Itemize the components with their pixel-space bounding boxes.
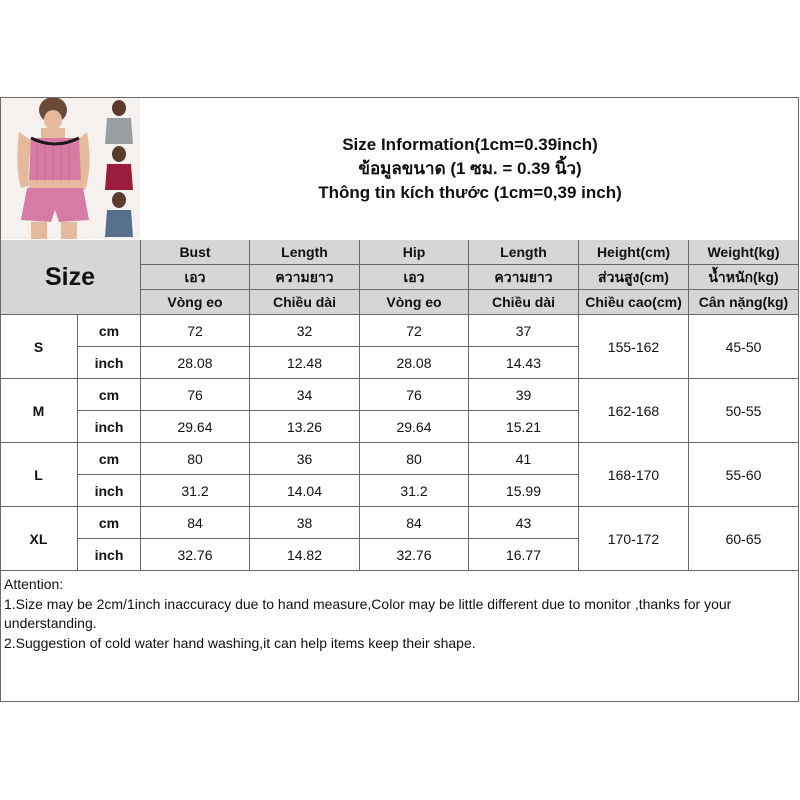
value-cell-cm: 80 xyxy=(141,443,250,475)
value-cell-inch: 14.04 xyxy=(250,475,360,507)
height-cell: 162-168 xyxy=(579,379,689,443)
weight-cell: 50-55 xyxy=(689,379,799,443)
size-label: S xyxy=(0,315,78,379)
column-header-th: เอว xyxy=(360,265,469,290)
value-cell-inch: 28.08 xyxy=(141,347,250,379)
value-cell-cm: 84 xyxy=(360,507,469,539)
value-cell-inch: 32.76 xyxy=(141,539,250,571)
column-header-th: น้ำหนัก(kg) xyxy=(689,265,799,290)
column-header-en: Length xyxy=(469,240,579,265)
size-chart-sheet xyxy=(0,97,799,702)
value-cell-inch: 28.08 xyxy=(360,347,469,379)
value-cell-cm: 72 xyxy=(360,315,469,347)
title-english: Size Information(1cm=0.39inch) xyxy=(342,134,598,154)
value-cell-cm: 80 xyxy=(360,443,469,475)
column-header-th: เอว xyxy=(141,265,250,290)
column-header-th: ความยาว xyxy=(469,265,579,290)
product-photo xyxy=(1,98,140,239)
value-cell-inch: 15.99 xyxy=(469,475,579,507)
value-cell-inch: 14.82 xyxy=(250,539,360,571)
value-cell-cm: 34 xyxy=(250,379,360,411)
value-cell-inch: 29.64 xyxy=(141,411,250,443)
product-image xyxy=(1,98,140,239)
column-header-vi: Cân nặng(kg) xyxy=(689,290,799,315)
column-header-en: Bust xyxy=(141,240,250,265)
column-header-vi: Vòng eo xyxy=(141,290,250,315)
unit-label-inch: inch xyxy=(78,411,141,443)
size-header: Size xyxy=(0,240,141,315)
unit-label-inch: inch xyxy=(78,347,141,379)
title-thai: ข้อมูลขนาด (1 ซม. = 0.39 นิ้ว) xyxy=(358,158,582,178)
height-cell: 168-170 xyxy=(579,443,689,507)
title-block xyxy=(141,98,799,239)
unit-label-cm: cm xyxy=(78,443,141,475)
weight-cell: 45-50 xyxy=(689,315,799,379)
value-cell-inch: 31.2 xyxy=(360,475,469,507)
attention-note-1: 1.Size may be 2cm/1inch inaccuracy due to hand measure,Color may be little different due to monitor ,thanks for your understanding. xyxy=(4,595,732,631)
value-cell-cm: 36 xyxy=(250,443,360,475)
value-cell-cm: 37 xyxy=(469,315,579,347)
attention-note-2: 2.Suggestion of cold water hand washing,it can help items keep their shape. xyxy=(4,634,476,651)
column-header-vi: Vòng eo xyxy=(360,290,469,315)
value-cell-cm: 32 xyxy=(250,315,360,347)
value-cell-inch: 31.2 xyxy=(141,475,250,507)
height-cell: 170-172 xyxy=(579,507,689,571)
unit-label-inch: inch xyxy=(78,475,141,507)
value-cell-cm: 43 xyxy=(469,507,579,539)
value-cell-cm: 72 xyxy=(141,315,250,347)
value-cell-inch: 14.43 xyxy=(469,347,579,379)
value-cell-inch: 12.48 xyxy=(250,347,360,379)
unit-label-cm: cm xyxy=(78,379,141,411)
value-cell-cm: 39 xyxy=(469,379,579,411)
height-cell: 155-162 xyxy=(579,315,689,379)
value-cell-cm: 76 xyxy=(360,379,469,411)
unit-label-inch: inch xyxy=(78,539,141,571)
attention-heading: Attention: xyxy=(4,576,64,592)
column-header-en: Weight(kg) xyxy=(689,240,799,265)
column-header-th: ส่วนสูง(cm) xyxy=(579,265,689,290)
column-header-vi: Chiều cao(cm) xyxy=(579,290,689,315)
unit-label-cm: cm xyxy=(78,507,141,539)
value-cell-cm: 41 xyxy=(469,443,579,475)
size-label: L xyxy=(0,443,78,507)
size-label: XL xyxy=(0,507,78,571)
value-cell-inch: 29.64 xyxy=(360,411,469,443)
title-vietnamese: Thông tin kích thước (1cm=0,39 inch) xyxy=(318,182,622,202)
column-header-en: Length xyxy=(250,240,360,265)
size-label: M xyxy=(0,379,78,443)
column-header-vi: Chiều dài xyxy=(250,290,360,315)
weight-cell: 55-60 xyxy=(689,443,799,507)
column-header-vi: Chiều dài xyxy=(469,290,579,315)
value-cell-cm: 38 xyxy=(250,507,360,539)
unit-label-cm: cm xyxy=(78,315,141,347)
value-cell-inch: 15.21 xyxy=(469,411,579,443)
weight-cell: 60-65 xyxy=(689,507,799,571)
value-cell-cm: 76 xyxy=(141,379,250,411)
value-cell-inch: 16.77 xyxy=(469,539,579,571)
column-header-en: Height(cm) xyxy=(579,240,689,265)
attention-notes xyxy=(1,573,798,701)
value-cell-inch: 13.26 xyxy=(250,411,360,443)
column-header-en: Hip xyxy=(360,240,469,265)
value-cell-cm: 84 xyxy=(141,507,250,539)
value-cell-inch: 32.76 xyxy=(360,539,469,571)
column-header-th: ความยาว xyxy=(250,265,360,290)
